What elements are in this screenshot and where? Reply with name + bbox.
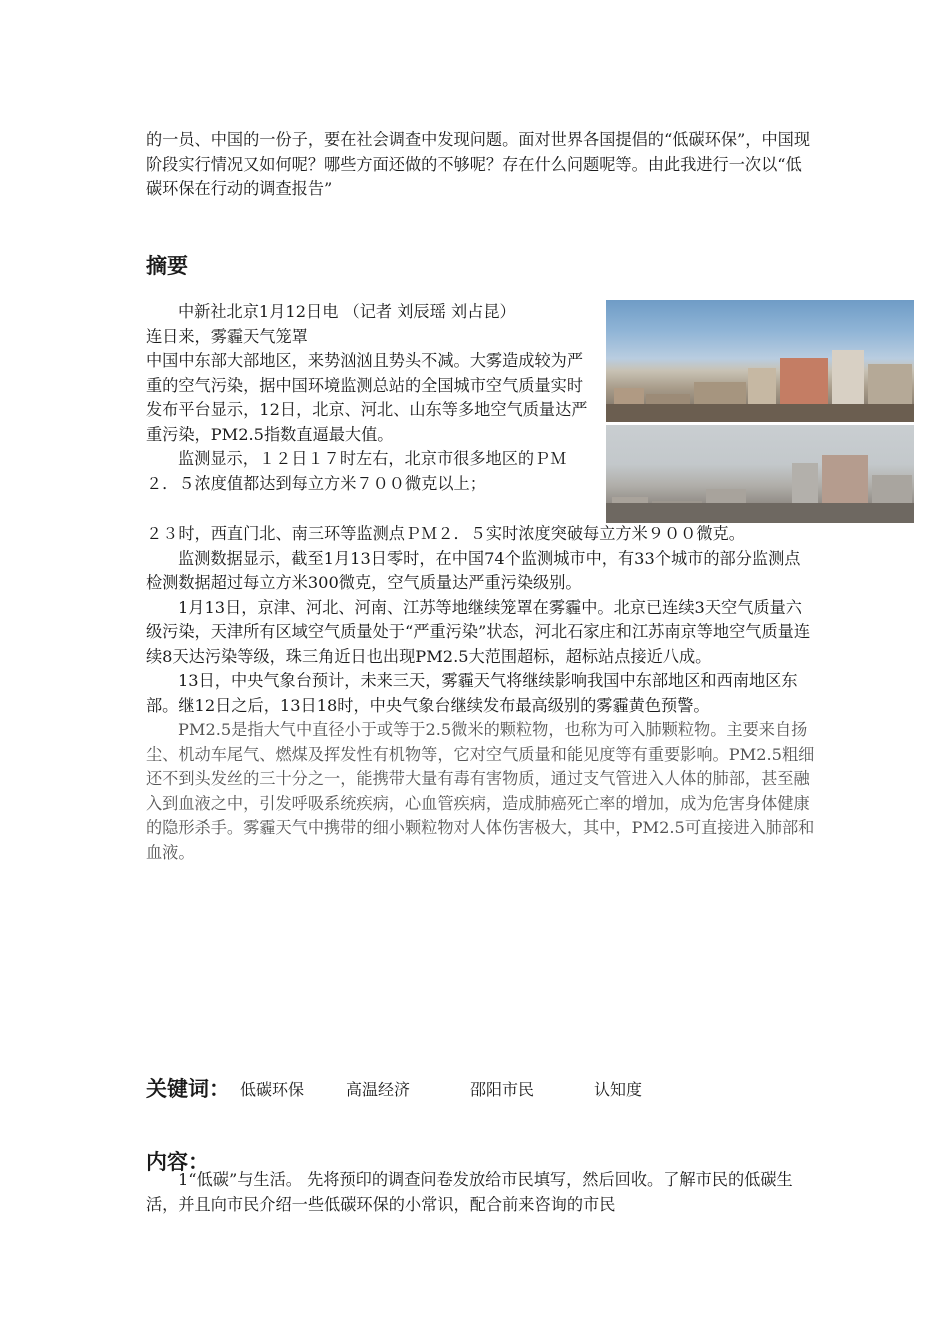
abstract-heading: 摘要 (146, 254, 188, 278)
abstract-paragraph-5: 13日，中央气象台预计，未来三天，雾霾天气将继续影响我国中东部地区和西南地区东部。继12日之后，13日18时，中央气象台继续发布最高级别的雾霾黄色预警。 (146, 671, 798, 715)
abstract-paragraph-6: PM2.5是指大气中直径小于或等于2.5微米的颗粒物，也称为可入肺颗粒物。主要来自扬尘、机动车尾气、燃煤及挥发性有机物等，它对空气质量和能见度等有重要影响。PM2.5粗细还不到头发丝的三十分之一，能携带大量有毒有害物质，通过支气管进入人体的肺部，甚至融入到血液之中，引发呼吸系统疾病，心血管疾病，造成肺癌死亡率的增加，成为危害身体健康的隐形杀手。雾霾天气中携带的细小颗粒物对人体伤害极大，其中，PM2.5可直接进入肺部和血液。 (146, 720, 815, 862)
abstract-paragraph-4: 1月13日，京津、河北、河南、江苏等地继续笼罩在雾霾中。北京已连续3天空气质量六级污染，天津所有区域空气质量处于“严重污染”状态，河北石家庄和江苏南京等地空气质量连续8天达污染等级，珠三角近日也出现PM2.5大范围超标，超标站点接近八成。 (146, 597, 811, 666)
keywords-label: 关键词： (146, 1077, 230, 1101)
abstract-dateline-cont: 连日来，雾霾天气笼罩 (146, 326, 308, 346)
abstract-wrapped-text (146, 300, 588, 496)
clear-sky-city-photo (606, 300, 914, 422)
content-heading: 内容： (146, 1150, 209, 1174)
keyword-item: 邵阳市民 (470, 1080, 535, 1099)
abstract-dateline: 中新社北京1月12日电 （记者 刘辰瑶 刘占昆） (178, 302, 516, 321)
keywords-line (146, 1073, 643, 1103)
smog-city-photo (606, 425, 914, 523)
abstract-paragraph-2: 监测显示，１２日１７时左右，北京市很多地区的ＰＭ２．５浓度值都达到每立方米７００微克以上； (146, 449, 567, 493)
abstract-paragraph-2-cont: ２３时，西直门北、南三环等监测点ＰＭ２．５实时浓度突破每立方米９００微克。 (146, 524, 745, 543)
keyword-item: 认知度 (594, 1080, 643, 1099)
intro-paragraph: 的一员、中国的一份子，要在社会调查中发现问题。面对世界各国提倡的“低碳环保”，中国现阶段实行情况又如何呢？哪些方面还做的不够呢？存在什么问题呢等。由此我进行一次以“低碳环保在行动的调查报告” (146, 130, 811, 198)
abstract-paragraph-3: 监测数据显示，截至1月13日零时，在中国74个监测城市中，有33个城市的部分监测点检测数据超过每立方米300微克，空气质量达严重污染级别。 (146, 548, 801, 592)
keyword-item: 高温经济 (346, 1080, 411, 1099)
content-paragraph-1: 1“低碳”与生活。 先将预印的调查问卷发放给市民填写，然后回收。了解市民的低碳生活，并且向市民介绍一些低碳环保的小常识，配合前来咨询的市民 (146, 1170, 793, 1214)
abstract-body (146, 522, 816, 865)
keyword-item: 低碳环保 (240, 1080, 305, 1099)
abstract-paragraph-1: 中国中东部大部地区，来势汹汹且势头不减。大雾造成较为严重的空气污染，据中国环境监测总站的全国城市空气质量实时发布平台显示，12日，北京、河北、山东等多地空气质量达严重污染，PM2.5指数直逼最大值。 (146, 351, 588, 444)
